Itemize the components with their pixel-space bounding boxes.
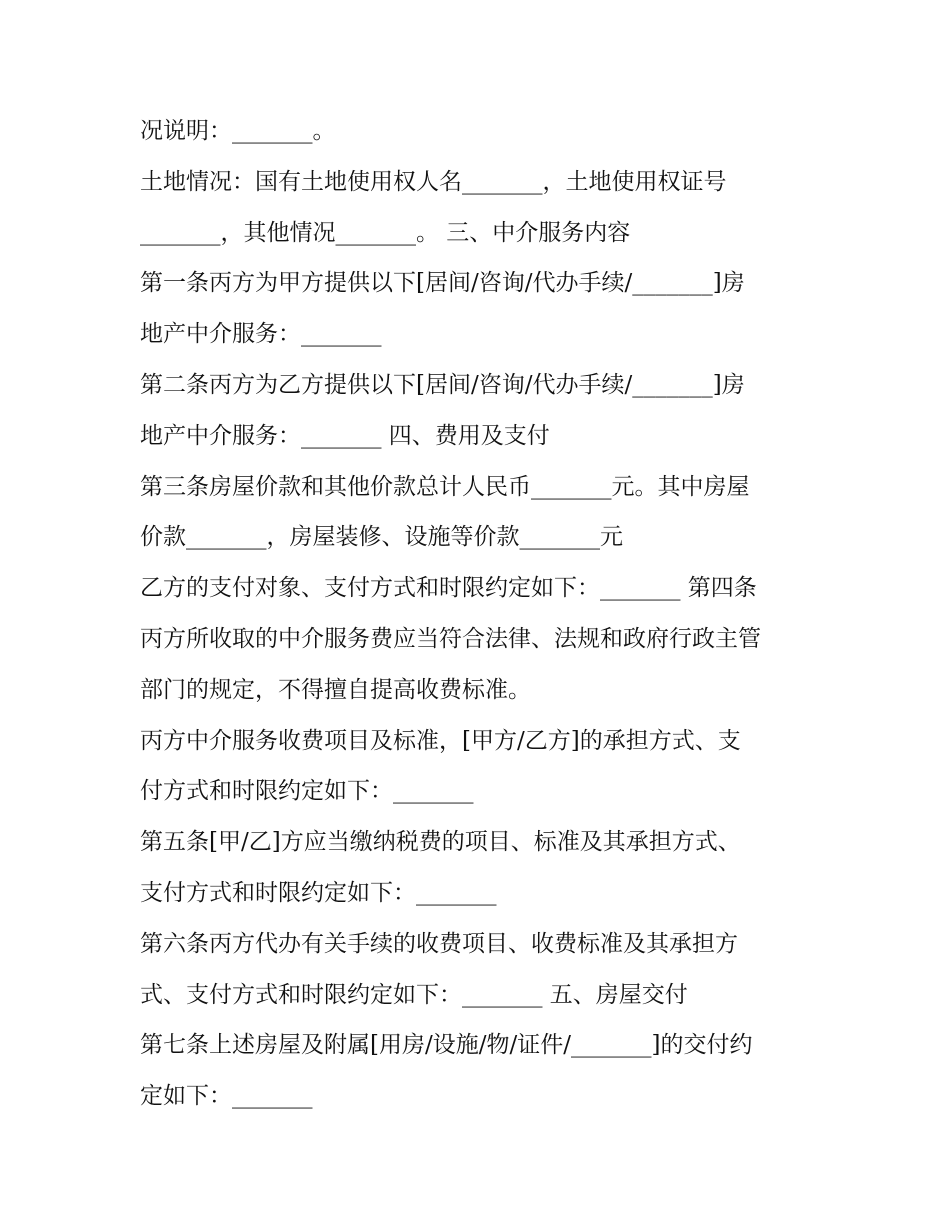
text-line: 土地情况：国有土地使用权人名_______，土地使用权证号 xyxy=(140,168,727,195)
text-line: _______，其他情况_______。 三、中介服务内容 xyxy=(140,219,631,246)
text-line: 支付方式和时限约定如下：_______ xyxy=(140,879,497,906)
text-line: 第七条上述房屋及附属[用房/设施/物/证件/_______]的交付约 xyxy=(140,1032,753,1059)
text-line: 丙方所收取的中介服务费应当符合法律、法规和政府行政主管 xyxy=(140,625,761,652)
text-line: 乙方的支付对象、支付方式和时限约定如下：_______ 第四条 xyxy=(140,575,757,602)
text-line: 第五条[甲/乙]方应当缴纳税费的项目、标准及其承担方式、 xyxy=(140,829,741,856)
text-line: 第六条丙方代办有关手续的收费项目、收费标准及其承担方 xyxy=(140,930,738,957)
text-line: 式、支付方式和时限约定如下：_______ 五、房屋交付 xyxy=(140,981,688,1008)
contract-body xyxy=(140,106,820,1122)
text-line: 丙方中介服务收费项目及标准，[甲方/乙方]的承担方式、支 xyxy=(140,727,741,754)
text-line: 况说明：_______。 xyxy=(140,118,336,144)
text-line: 价款_______，房屋装修、设施等价款_______元 xyxy=(140,524,623,551)
text-line: 付方式和时限约定如下：_______ xyxy=(140,778,474,805)
text-line: 第二条丙方为乙方提供以下[居间/咨询/代办手续/_______]房 xyxy=(140,371,745,398)
text-line: 地产中介服务：_______ xyxy=(140,321,382,348)
text-line: 地产中介服务：_______ 四、费用及支付 xyxy=(140,422,550,449)
text-line: 第一条丙方为甲方提供以下[居间/咨询/代办手续/_______]房 xyxy=(140,270,745,297)
text-line: 第三条房屋价款和其他价款总计人民币_______元。其中房屋 xyxy=(140,473,750,500)
text-line: 定如下：_______ xyxy=(140,1083,313,1110)
text-line: 部门的规定，不得擅自提高收费标准。 xyxy=(140,676,531,703)
